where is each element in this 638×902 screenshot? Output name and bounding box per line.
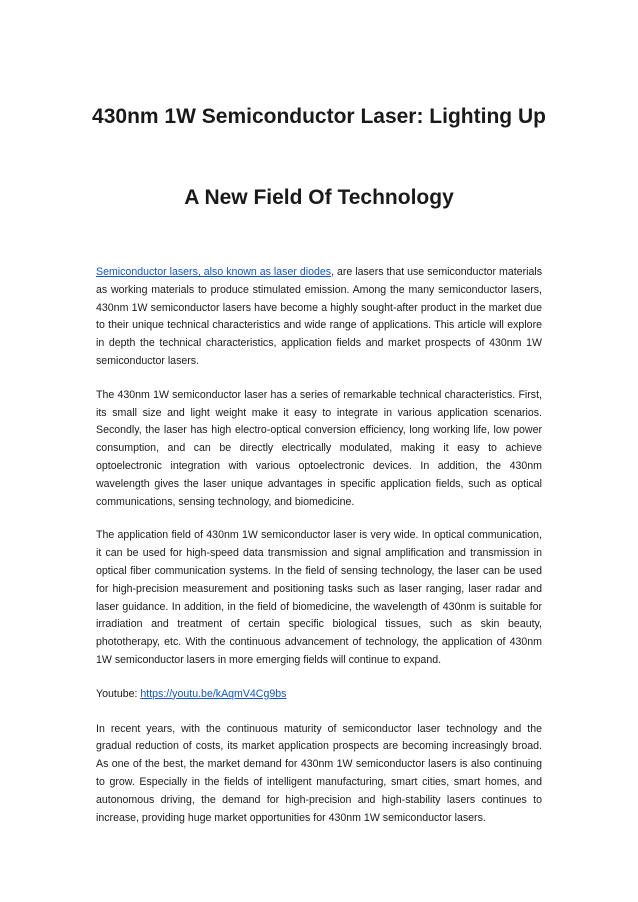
title-line-2: A New Field Of Technology <box>184 186 454 209</box>
title-line-1: 430nm 1W Semiconductor Laser: Lighting Up <box>92 105 546 128</box>
youtube-link[interactable]: https://youtu.be/kAqmV4Cg9bs <box>140 687 287 700</box>
youtube-label: Youtube: <box>96 687 141 700</box>
youtube-line <box>96 686 542 704</box>
paragraph-market: In recent years, with the continuous maturity of semiconductor laser technology and the gradual reduction of costs, its market application prospects are becoming increasingly broad. As one of the best, the market demand for 430nm 1W semiconductor lasers is also continuing to grow. Especially in the fields of intelligent manufacturing, smart cities, smart homes, and autonomous driving, the demand for high-precision and high-stability lasers continues to increase, providing huge market opportunities for 430nm 1W semiconductor lasers. <box>96 722 542 824</box>
laser-diodes-link[interactable]: Semiconductor lasers, also known as laser diodes <box>96 266 332 278</box>
article-body <box>96 264 542 843</box>
paragraph-intro <box>96 264 542 371</box>
paragraph-intro-text: , are lasers that use semiconductor materials as working materials to produce stimulated emission. Among the many semiconductor lasers, 430nm 1W semiconductor lasers have become a highly sought-after product in the market due to their unique technical characteristics and wide range of applications. This article will explore in depth the technical characteristics, application fields and market prospects of 430nm 1W semiconductor lasers. <box>96 266 542 367</box>
paragraph-characteristics: The 430nm 1W semiconductor laser has a series of remarkable technical characteristics. First, its small size and light weight make it easy to integrate in various application scenarios. Secondly, the laser has high electro-optical conversion efficiency, long working life, low power consumption, and can be directly electrically modulated, making it easy to achieve optoelectronic integration with various optoelectronic devices. In addition, the 430nm wavelength gives the laser unique advantages in specific application fields, such as optical communications, sensing technology, and biomedicine. <box>96 388 542 508</box>
paragraph-applications: The application field of 430nm 1W semiconductor laser is very wide. In optical communication, it can be used for high-speed data transmission and signal amplification and transmission in optical fiber communication systems. In the field of sensing technology, the laser can be used for high-precision measurement and positioning tasks such as laser ranging, laser radar and laser guidance. In addition, in the field of biomedicine, the wavelength of 430nm is suitable for irradiation and treatment of certain specific biological tissues, such as skin beauty, phototherapy, etc. With the continuous advancement of technology, the application of 430nm 1W semiconductor lasers in more emerging fields will continue to expand. <box>96 529 542 666</box>
